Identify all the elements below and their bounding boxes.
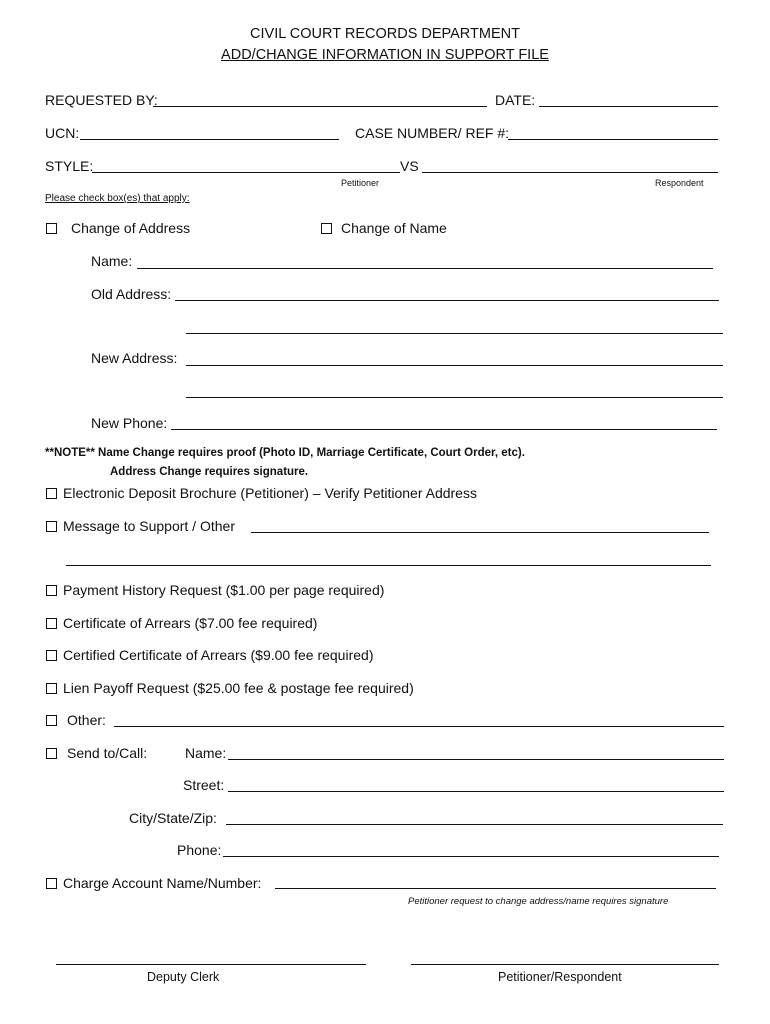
other-field[interactable] xyxy=(114,726,724,727)
note-line-2: Address Change requires signature. xyxy=(110,466,309,478)
lien-payoff-label: Lien Payoff Request ($25.00 fee & postage fee required) xyxy=(63,680,414,696)
charge-account-field[interactable] xyxy=(275,888,716,889)
style-label: STYLE: xyxy=(45,158,94,174)
case-number-field[interactable] xyxy=(508,139,718,140)
message-support-label: Message to Support / Other xyxy=(63,518,235,534)
send-name-label: Name: xyxy=(185,745,227,761)
lien-payoff-checkbox[interactable] xyxy=(46,683,57,694)
change-address-checkbox[interactable] xyxy=(46,223,57,234)
requested-by-label: REQUESTED BY: xyxy=(45,92,158,108)
message-support-field[interactable] xyxy=(251,532,709,533)
new-phone-label: New Phone: xyxy=(91,415,168,431)
requested-by-field[interactable] xyxy=(153,106,487,107)
petitioner-caption: Petitioner xyxy=(341,178,380,188)
change-address-label: Change of Address xyxy=(71,220,191,236)
vs-label: VS xyxy=(400,158,419,174)
city-state-zip-label: City/State/Zip: xyxy=(129,810,217,826)
payment-history-checkbox[interactable] xyxy=(46,585,57,596)
new-address-label: New Address: xyxy=(91,350,178,366)
send-to-label: Send to/Call: xyxy=(67,745,148,761)
city-state-zip-field[interactable] xyxy=(226,824,723,825)
respondent-caption: Respondent xyxy=(655,178,704,188)
certified-certificate-checkbox[interactable] xyxy=(46,650,57,661)
ucn-label: UCN: xyxy=(45,125,80,141)
petitioner-respondent-signature-line[interactable] xyxy=(411,964,719,965)
case-number-label: CASE NUMBER/ REF #: xyxy=(355,125,510,141)
street-field[interactable] xyxy=(228,791,724,792)
street-label: Street: xyxy=(183,777,225,793)
old-address-label: Old Address: xyxy=(91,286,172,302)
send-to-checkbox[interactable] xyxy=(46,748,57,759)
date-label: DATE: xyxy=(495,92,536,108)
certificate-arrears-label: Certificate of Arrears ($7.00 fee required) xyxy=(63,615,318,631)
form-subtitle: ADD/CHANGE INFORMATION IN SUPPORT FILE xyxy=(221,47,549,63)
old-address-field[interactable] xyxy=(175,300,719,301)
phone-label: Phone: xyxy=(177,842,222,858)
send-name-field[interactable] xyxy=(228,759,724,760)
certified-certificate-label: Certified Certificate of Arrears ($9.00 fee required) xyxy=(63,647,374,663)
signature-note: Petitioner request to change address/name requires signature xyxy=(408,896,669,907)
date-field[interactable] xyxy=(539,106,718,107)
charge-account-label: Charge Account Name/Number: xyxy=(63,875,262,891)
check-instruction: Please check box(es) that apply: xyxy=(45,193,190,204)
charge-account-checkbox[interactable] xyxy=(46,878,57,889)
change-name-checkbox[interactable] xyxy=(321,223,332,234)
change-name-label: Change of Name xyxy=(341,220,447,236)
old-address-field-2[interactable] xyxy=(186,333,723,334)
message-support-field-2[interactable] xyxy=(66,565,711,566)
petitioner-respondent-label: Petitioner/Respondent xyxy=(498,970,622,984)
certificate-arrears-checkbox[interactable] xyxy=(46,618,57,629)
new-phone-field[interactable] xyxy=(171,429,717,430)
note-line-1: **NOTE** Name Change requires proof (Photo ID, Marriage Certificate, Court Order, etc). xyxy=(45,447,525,459)
new-address-field[interactable] xyxy=(186,365,723,366)
other-checkbox[interactable] xyxy=(46,715,57,726)
name-label: Name: xyxy=(91,253,133,269)
new-address-field-2[interactable] xyxy=(186,397,723,398)
other-label: Other: xyxy=(67,712,106,728)
payment-history-label: Payment History Request ($1.00 per page required) xyxy=(63,582,385,598)
message-support-checkbox[interactable] xyxy=(46,521,57,532)
style-respondent-field[interactable] xyxy=(422,172,718,173)
name-field[interactable] xyxy=(137,268,713,269)
phone-field[interactable] xyxy=(223,856,719,857)
deputy-clerk-label: Deputy Clerk xyxy=(147,970,220,984)
electronic-deposit-label: Electronic Deposit Brochure (Petitioner) – Verify Petitioner Address xyxy=(63,485,477,501)
ucn-field[interactable] xyxy=(80,139,339,140)
form-title: CIVIL COURT RECORDS DEPARTMENT xyxy=(250,26,520,42)
style-petitioner-field[interactable] xyxy=(92,172,400,173)
deputy-clerk-signature-line[interactable] xyxy=(56,964,366,965)
electronic-deposit-checkbox[interactable] xyxy=(46,488,57,499)
